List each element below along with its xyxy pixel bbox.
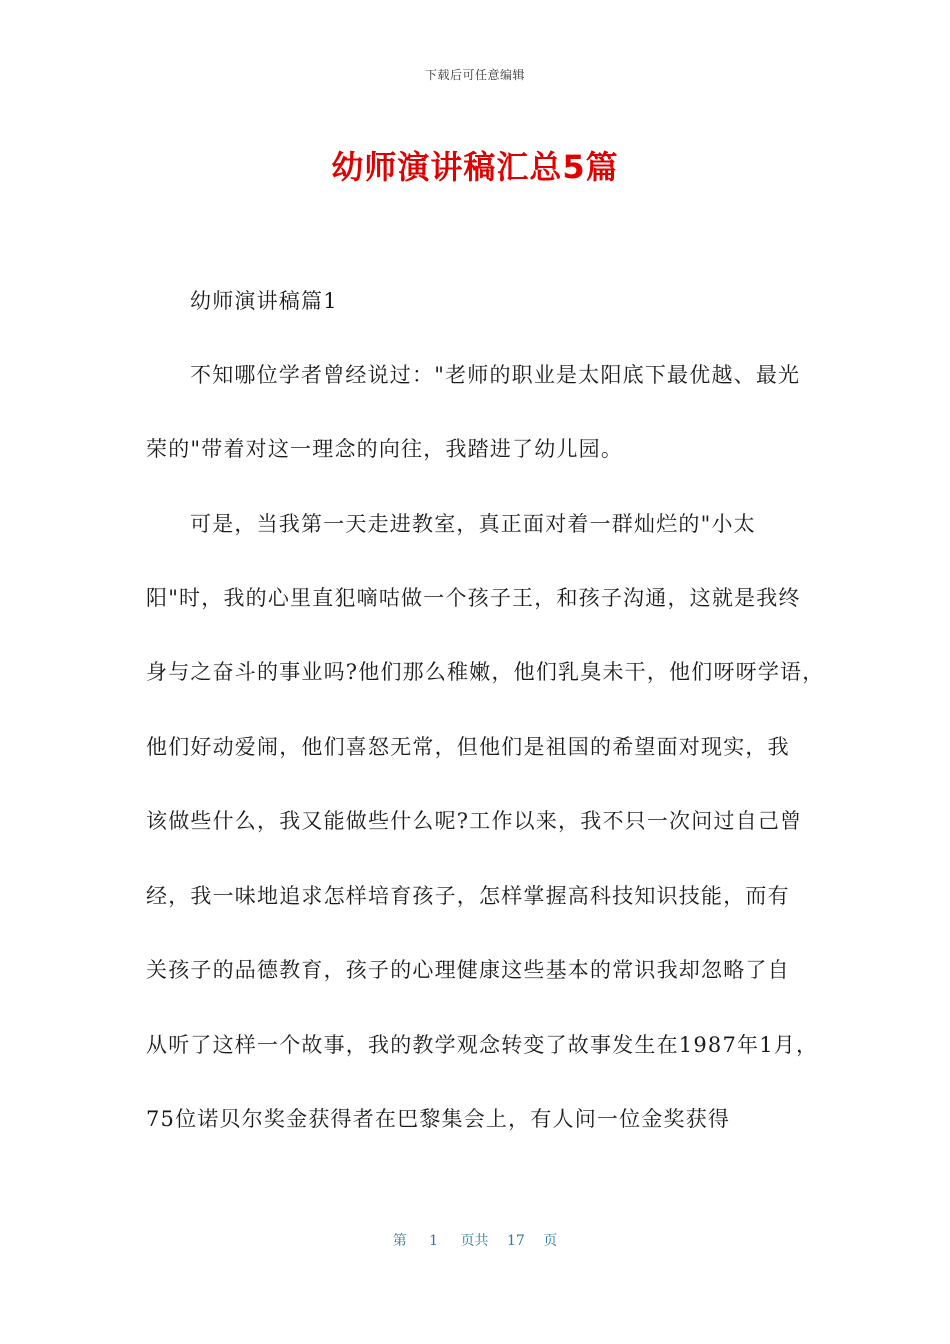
footer-page-number: 1 <box>429 1233 439 1249</box>
header-note: 下载后可任意编辑 <box>424 68 525 82</box>
paragraph-line: 经，我一味地追求怎样培育孩子，怎样掌握高科技知识技能，而有 <box>146 884 790 908</box>
paragraph-line: 荣的"带着对这一理念的向往，我踏进了幼儿园。 <box>146 437 624 461</box>
paragraph-line: 从听了这样一个故事，我的教学观念转变了故事发生在1987年1月， <box>146 1033 819 1057</box>
page-footer <box>0 1230 950 1250</box>
footer-suffix: 页 <box>543 1233 558 1249</box>
document-title: 幼师演讲稿汇总5篇 <box>331 148 619 186</box>
paragraph-line: 他们好动爱闹，他们喜怒无常，但他们是祖国的希望面对现实，我 <box>146 735 790 759</box>
footer-prefix: 第 <box>392 1233 407 1249</box>
paragraph-line: 身与之奋斗的事业吗?他们那么稚嫩，他们乳臭未干，他们呀呀学语， <box>146 660 825 684</box>
section-heading: 幼师演讲稿篇1 <box>190 289 338 313</box>
paragraph-line: 不知哪位学者曾经说过："老师的职业是太阳底下最优越、最光 <box>190 363 801 387</box>
footer-middle: 页共 <box>460 1233 489 1249</box>
paragraph-line: 关孩子的品德教育，孩子的心理健康这些基本的常识我却忽略了自 <box>146 958 790 982</box>
paragraph-line: 该做些什么，我又能做些什么呢?工作以来，我不只一次问过自己曾 <box>146 809 803 833</box>
footer-total-pages: 17 <box>507 1233 525 1249</box>
paragraph-line: 75位诺贝尔奖金获得者在巴黎集会上，有人问一位金奖获得 <box>146 1107 731 1131</box>
paragraph-line: 阳"时，我的心里直犯嘀咕做一个孩子王，和孩子沟通，这就是我终 <box>146 586 801 610</box>
paragraph-line: 可是，当我第一天走进教室，真正面对着一群灿烂的"小太 <box>190 512 756 536</box>
